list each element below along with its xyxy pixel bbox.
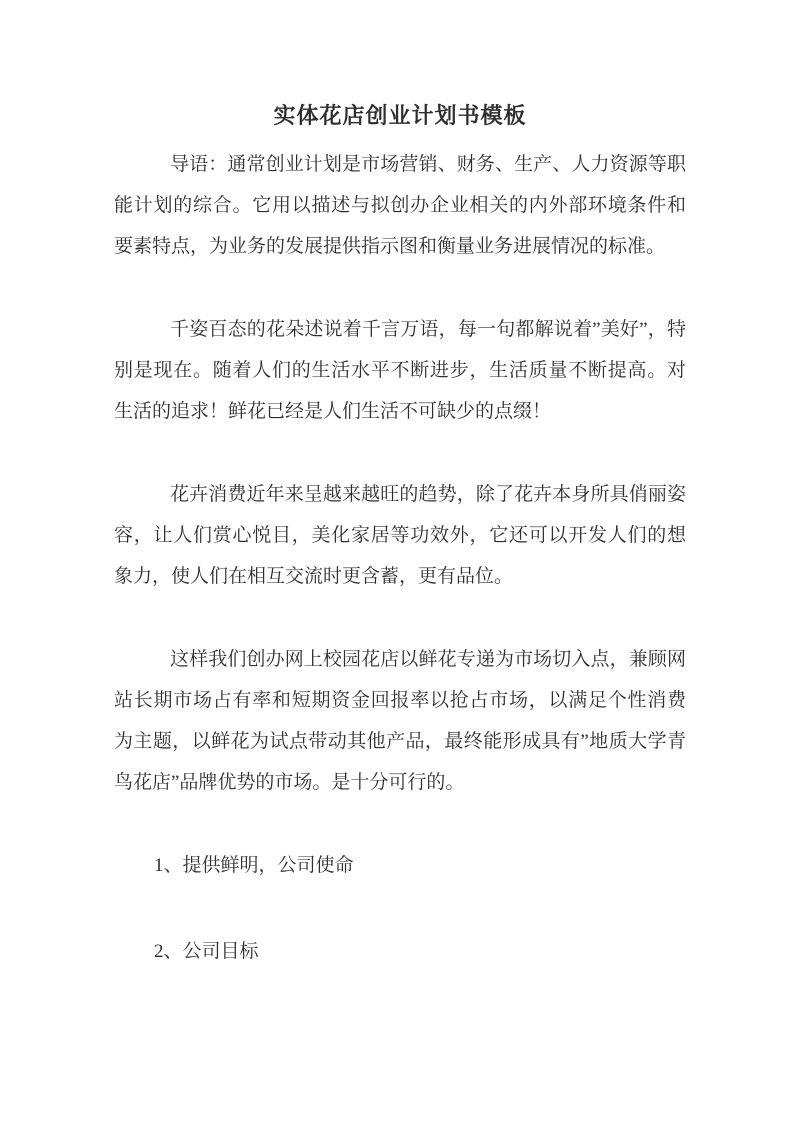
paragraph-line: 能计划的综合。它用以描述与拟创办企业相关的内外部环境条件和 — [114, 195, 686, 216]
paragraph-line: 要素特点，为业务的发展提供指示图和衡量业务进展情况的标准。 — [114, 236, 666, 257]
document-title: 实体花店创业计划书模板 — [273, 103, 527, 128]
paragraph-line: 鸟花店”品牌优势的市场。是十分可行的。 — [114, 772, 465, 793]
list-item-company-goal: 2、公司目标 — [154, 941, 259, 962]
paragraph-line: 这样我们创办网上校园花店以鲜花专递为市场切入点，兼顾网 — [170, 649, 686, 670]
paragraph-line: 别是现在。随着人们的生活水平不断进步，生活质量不断提高。对 — [114, 360, 686, 381]
list-item-company-mission: 1、提供鲜明，公司使命 — [154, 855, 354, 876]
paragraph-flower-consumption — [114, 474, 686, 597]
paragraph-flowers-meaning — [114, 309, 686, 432]
paragraph-line: 为主题，以鲜花为试点带动其他产品，最终能形成具有”地质大学青 — [114, 731, 686, 752]
paragraph-line: 千姿百态的花朵述说着千言万语，每一句都解说着”美好”，特 — [170, 319, 686, 340]
paragraph-line: 花卉消费近年来呈越来越旺的趋势，除了花卉本身所具俏丽姿 — [170, 484, 686, 505]
paragraph-line: 导语：通常创业计划是市场营销、财务、生产、人力资源等职 — [170, 154, 686, 175]
paragraph-line: 象力，使人们在相互交流时更含蓄，更有品位。 — [114, 566, 514, 587]
paragraph-intro — [114, 144, 686, 267]
paragraph-line: 站长期市场占有率和短期资金回报率以抢占市场，以满足个性消费 — [114, 690, 686, 711]
paragraph-line: 生活的追求！鲜花已经是人们生活不可缺少的点缀！ — [114, 401, 552, 422]
paragraph-online-shop-plan — [114, 639, 686, 803]
paragraph-line: 容，让人们赏心悦目，美化家居等功效外，它还可以开发人们的想 — [114, 525, 686, 546]
